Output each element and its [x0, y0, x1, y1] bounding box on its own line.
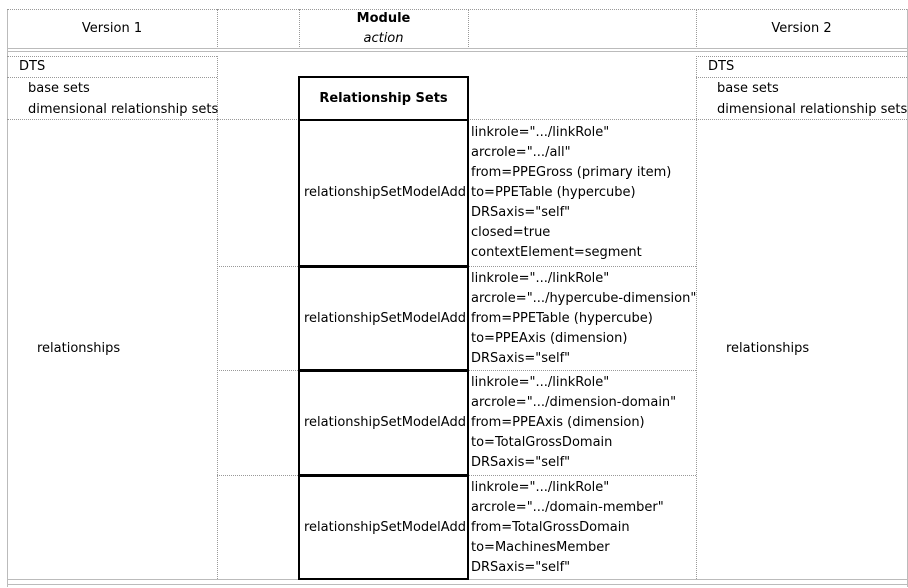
detail-line: DRSaxis="self"	[471, 205, 571, 220]
row-3-details	[471, 373, 676, 473]
detail-line: DRSaxis="self"	[471, 455, 571, 470]
detail-line: from=PPEGross (primary item)	[471, 165, 672, 180]
right-dimensional-sets: dimensional relationship sets	[717, 102, 908, 117]
detail-line: to=PPEAxis (dimension)	[471, 331, 628, 346]
detail-line: arcrole=".../hypercube-dimension"	[471, 291, 697, 306]
action-header: action	[363, 31, 404, 46]
header-divider-3	[468, 9, 469, 49]
row-1-details	[471, 123, 671, 263]
row-2-action: relationshipSetModelAdd	[304, 311, 466, 326]
detail-line: from=TotalGrossDomain	[471, 520, 630, 535]
left-base-sets: base sets	[28, 81, 90, 96]
bottom-line-2	[7, 584, 907, 585]
header-divider-1	[217, 9, 218, 49]
right-relationships: relationships	[726, 341, 810, 356]
detail-line: arcrole=".../dimension-domain"	[471, 395, 677, 410]
right-dts-sep-line	[696, 77, 907, 78]
version1-header: Version 1	[81, 21, 143, 36]
detail-line: DRSaxis="self"	[471, 560, 571, 575]
detail-line: linkrole=".../linkRole"	[471, 375, 610, 390]
detail-line: from=PPEAxis (dimension)	[471, 415, 645, 430]
outer-border-left	[7, 9, 8, 587]
detail-line: linkrole=".../linkRole"	[471, 271, 610, 286]
left-relationships: relationships	[37, 341, 121, 356]
relationship-sets-title: Relationship Sets	[319, 91, 448, 106]
detail-line: contextElement=segment	[471, 245, 642, 260]
detail-line: linkrole=".../linkRole"	[471, 480, 610, 495]
module-header: Module	[356, 11, 411, 26]
left-dts-sep-line	[7, 77, 217, 78]
body-divider-1	[217, 119, 218, 579]
detail-line: closed=true	[471, 225, 551, 240]
header-bottom-line-2	[7, 51, 907, 52]
right-dts-left-line	[696, 56, 697, 119]
detail-line: arcrole=".../domain-member"	[471, 500, 664, 515]
right-base-sets: base sets	[717, 81, 779, 96]
version2-header: Version 2	[771, 21, 832, 36]
detail-line: linkrole=".../linkRole"	[471, 125, 610, 140]
relationship-sets-box	[298, 76, 469, 121]
row-4-action: relationshipSetModelAdd	[304, 520, 466, 535]
detail-line: arcrole=".../all"	[471, 145, 571, 160]
row-3-action: relationshipSetModelAdd	[304, 415, 466, 430]
left-dts-title: DTS	[19, 59, 46, 74]
detail-line: to=PPETable (hypercube)	[471, 185, 636, 200]
left-dimensional-sets: dimensional relationship sets	[28, 102, 219, 117]
detail-line: from=PPETable (hypercube)	[471, 311, 653, 326]
row-4-details	[471, 478, 664, 578]
right-dts-title: DTS	[708, 59, 735, 74]
detail-line: to=MachinesMember	[471, 540, 610, 555]
detail-line: to=TotalGrossDomain	[471, 435, 613, 450]
row-1-action: relationshipSetModelAdd	[304, 185, 466, 200]
detail-line: DRSaxis="self"	[471, 351, 571, 366]
row-2-details	[471, 269, 696, 369]
